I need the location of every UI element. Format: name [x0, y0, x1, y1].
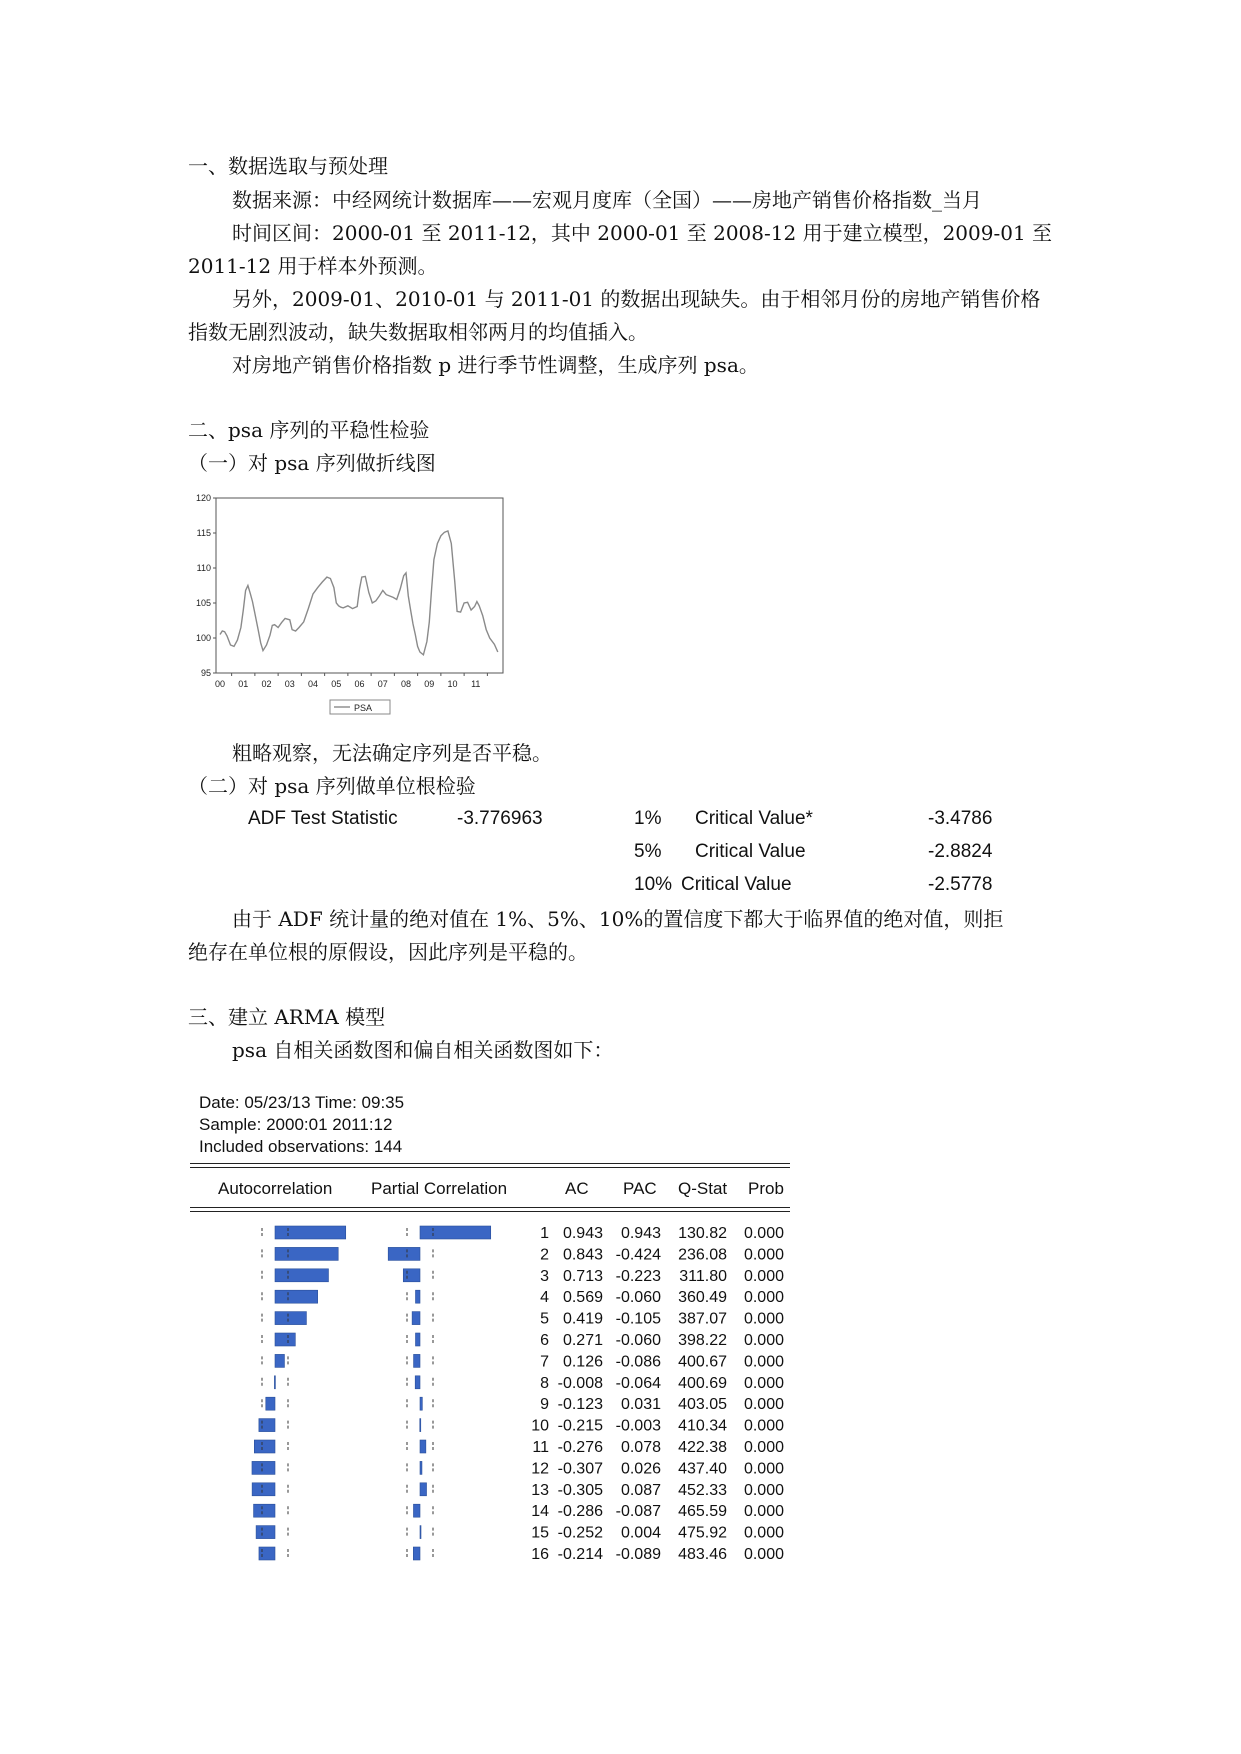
correlogram-row	[262, 1268, 784, 1285]
x-tick-label: 04	[307, 679, 319, 689]
lag-label: 3	[540, 1267, 549, 1285]
lag-label: 11	[532, 1439, 549, 1456]
x-tick-label: 11	[471, 679, 481, 689]
section3-heading: 三、建立 ARMA 模型	[188, 1005, 386, 1029]
pac-value: 0.004	[620, 1524, 661, 1542]
q-stat-value: 422.38	[678, 1439, 727, 1456]
pac-value: -0.089	[615, 1546, 661, 1563]
correlogram-sample: Sample: 2000:01 2011:12	[199, 1115, 393, 1134]
ac-bar	[274, 1376, 275, 1389]
pac-bar	[403, 1269, 420, 1282]
y-tick-label: 95	[200, 668, 211, 678]
ac-bar	[275, 1333, 295, 1346]
prob-value: 0.000	[743, 1353, 784, 1371]
pac-bar	[413, 1547, 420, 1560]
pac-bar	[420, 1419, 421, 1432]
ac-value: -0.305	[557, 1481, 603, 1499]
pac-value: 0.078	[620, 1439, 661, 1456]
ac-value: 0.419	[562, 1310, 603, 1328]
correlogram-row	[254, 1439, 784, 1456]
correlogram-row	[262, 1375, 784, 1392]
x-tick-label: 02	[261, 679, 272, 689]
lag-label: 5	[540, 1310, 549, 1328]
q-stat-value: 465.59	[678, 1503, 727, 1521]
pac-bar	[414, 1354, 420, 1367]
ac-bar	[266, 1397, 275, 1410]
prob-value: 0.000	[743, 1374, 784, 1392]
legend-label: PSA	[354, 703, 373, 713]
lag-label: 6	[540, 1332, 549, 1349]
pac-value: 0.031	[620, 1396, 661, 1414]
correlogram-row	[252, 1482, 784, 1499]
y-tick-label: 115	[196, 528, 211, 538]
col-partial-correlation: Partial Correlation	[371, 1179, 508, 1198]
col-ac: AC	[565, 1179, 589, 1198]
pac-bar	[420, 1397, 422, 1410]
critical-name: Critical Value	[681, 874, 792, 895]
q-stat-value: 475.92	[678, 1524, 727, 1542]
ac-bar	[256, 1526, 275, 1539]
pac-bar	[412, 1312, 420, 1325]
ac-value: -0.276	[557, 1439, 603, 1456]
divider	[190, 1211, 790, 1212]
pac-bar	[420, 1226, 491, 1239]
missing-data-text-cont: 指数无剧烈波动，缺失数据取相邻两月的均值插入。	[188, 320, 648, 344]
ac-value: 0.271	[562, 1332, 603, 1349]
col-pac: PAC	[623, 1179, 657, 1198]
conclusion-text: 由于 ADF 统计量的绝对值在 1%、5%、10%的置信度下都大于临界值的绝对值，则拒	[232, 907, 1004, 931]
lag-label: 9	[540, 1396, 549, 1414]
ac-value: -0.286	[557, 1503, 603, 1521]
section1-heading: 一、数据选取与预处理	[188, 154, 388, 178]
correlogram-row	[262, 1396, 784, 1413]
y-tick-label: 105	[195, 598, 211, 608]
pac-value: 0.087	[620, 1481, 661, 1499]
pac-value: 0.943	[620, 1225, 661, 1242]
ac-value: 0.843	[562, 1246, 603, 1264]
ac-bar	[275, 1354, 284, 1367]
section2-heading: 二、psa 序列的平稳性检验	[188, 418, 430, 442]
lag-label: 12	[531, 1460, 549, 1478]
q-stat-value: 398.22	[678, 1332, 727, 1349]
ac-value: -0.252	[557, 1524, 603, 1542]
correlogram-row	[252, 1460, 784, 1477]
correlogram-row	[262, 1332, 784, 1349]
x-tick-label: 03	[284, 679, 295, 689]
divider	[190, 1207, 790, 1208]
pac-bar	[420, 1483, 427, 1496]
ac-value: 0.943	[562, 1225, 603, 1242]
correlogram-row	[256, 1525, 784, 1542]
pac-bar	[420, 1526, 421, 1539]
ac-bar	[252, 1461, 275, 1474]
time-period-text-cont: 2011-12 用于样本外预测。	[188, 254, 438, 278]
ac-value: 0.569	[562, 1289, 603, 1307]
x-tick-label: 07	[377, 679, 388, 689]
critical-level: 1%	[634, 808, 662, 829]
prob-value: 0.000	[743, 1439, 784, 1456]
ac-value: 0.713	[562, 1267, 603, 1285]
psa-line-chart	[186, 493, 516, 725]
lag-label: 15	[531, 1524, 549, 1542]
ac-bar	[254, 1504, 275, 1517]
prob-value: 0.000	[743, 1246, 784, 1264]
pac-value: -0.064	[615, 1374, 661, 1392]
ac-bar	[275, 1247, 338, 1260]
y-tick-label: 110	[196, 563, 211, 573]
q-stat-value: 403.05	[678, 1396, 727, 1414]
subsection-unit-root: （二）对 psa 序列做单位根检验	[188, 774, 476, 798]
pac-bar	[420, 1461, 422, 1474]
divider	[190, 1163, 790, 1164]
seasonal-adjust-text: 对房地产销售价格指数 p 进行季节性调整，生成序列 psa。	[232, 353, 759, 377]
lag-label: 10	[531, 1417, 549, 1435]
pac-bar	[416, 1290, 421, 1303]
prob-value: 0.000	[743, 1396, 784, 1414]
critical-value: -3.4786	[928, 808, 993, 829]
correlogram-row	[262, 1353, 784, 1370]
x-tick-label: 09	[424, 679, 435, 689]
q-stat-value: 400.69	[678, 1374, 727, 1392]
pac-bar	[416, 1333, 421, 1346]
prob-value: 0.000	[743, 1524, 784, 1542]
time-period-text: 时间区间：2000-01 至 2011-12，其中 2000-01 至 2008-12 用于建立模型，2009-01 至	[232, 221, 1053, 245]
x-tick-label: 05	[331, 679, 342, 689]
correlogram-date: Date: 05/23/13 Time: 09:35	[199, 1093, 405, 1112]
prob-value: 0.000	[743, 1310, 784, 1328]
ac-bar	[254, 1440, 275, 1453]
ac-value: -0.214	[557, 1546, 603, 1563]
pac-value: -0.060	[615, 1332, 661, 1349]
prob-value: 0.000	[743, 1225, 784, 1242]
col-prob: Prob	[748, 1179, 784, 1198]
ac-bar	[259, 1547, 275, 1560]
ac-bar	[259, 1419, 275, 1432]
lag-label: 14	[531, 1503, 549, 1521]
pac-bar	[413, 1504, 420, 1517]
ac-value: -0.215	[557, 1417, 603, 1435]
ac-bar	[275, 1312, 306, 1325]
ac-bar	[275, 1226, 346, 1239]
lag-label: 13	[531, 1481, 549, 1499]
prob-value: 0.000	[743, 1289, 784, 1307]
x-tick-label: 10	[447, 679, 458, 689]
ac-value: -0.008	[557, 1374, 603, 1392]
pac-value: -0.223	[615, 1267, 661, 1285]
q-stat-value: 387.07	[678, 1310, 727, 1328]
correlogram-row	[259, 1418, 784, 1435]
prob-value: 0.000	[743, 1546, 784, 1563]
data-source-text: 数据来源：中经网统计数据库——宏观月度库（全国）——房地产销售价格指数_当月	[232, 188, 982, 212]
ac-bar	[275, 1269, 328, 1282]
lag-label: 1	[540, 1225, 549, 1242]
col-autocorrelation: Autocorrelation	[218, 1179, 333, 1198]
lag-label: 4	[540, 1289, 549, 1307]
correlogram-observations: Included observations: 144	[199, 1137, 403, 1156]
x-tick-label: 01	[238, 679, 249, 689]
x-tick-label: 08	[400, 679, 412, 689]
ac-value: -0.123	[557, 1396, 603, 1414]
correlogram-row	[262, 1311, 784, 1328]
divider	[190, 1167, 790, 1168]
correlogram	[190, 1218, 790, 1628]
x-tick-label: 00	[214, 679, 226, 689]
critical-value: -2.5778	[928, 874, 993, 895]
q-stat-value: 400.67	[678, 1353, 727, 1371]
critical-level: 5%	[634, 841, 662, 862]
x-tick-label: 06	[354, 679, 365, 689]
prob-value: 0.000	[743, 1460, 784, 1478]
ac-value: -0.307	[557, 1460, 603, 1478]
pac-value: -0.424	[615, 1246, 661, 1264]
pac-value: -0.087	[615, 1503, 661, 1521]
pac-value: 0.026	[620, 1460, 661, 1478]
q-stat-value: 360.49	[678, 1289, 727, 1307]
critical-name: Critical Value*	[695, 808, 813, 829]
missing-data-text: 另外，2009-01、2010-01 与 2011-01 的数据出现缺失。由于相邻月份的房地产销售价格	[232, 287, 1041, 311]
prob-value: 0.000	[743, 1332, 784, 1349]
prob-value: 0.000	[743, 1503, 784, 1521]
chart-legend	[330, 700, 390, 714]
observation-text: 粗略观察，无法确定序列是否平稳。	[232, 741, 552, 765]
y-tick-label: 100	[195, 633, 211, 643]
q-stat-value: 437.40	[678, 1460, 727, 1478]
psa-series-line	[220, 531, 498, 655]
q-stat-value: 452.33	[678, 1481, 727, 1499]
adf-label: ADF Test Statistic	[248, 808, 398, 829]
pac-value: -0.003	[615, 1417, 661, 1435]
adf-value: -3.776963	[457, 808, 543, 829]
lag-label: 8	[540, 1374, 549, 1392]
pac-bar	[420, 1440, 426, 1453]
prob-value: 0.000	[743, 1417, 784, 1435]
col-q-stat: Q-Stat	[678, 1179, 728, 1198]
correlogram-row	[259, 1546, 784, 1563]
lag-label: 2	[540, 1246, 549, 1264]
ac-bar	[275, 1290, 318, 1303]
acf-intro-text: psa 自相关函数图和偏自相关函数图如下：	[232, 1038, 614, 1062]
q-stat-value: 410.34	[678, 1417, 727, 1435]
correlogram-row	[262, 1225, 784, 1242]
correlogram-row	[262, 1289, 784, 1306]
correlogram-row	[254, 1503, 785, 1520]
q-stat-value: 483.46	[678, 1546, 727, 1563]
q-stat-value: 236.08	[678, 1246, 727, 1264]
prob-value: 0.000	[743, 1267, 784, 1285]
ac-value: 0.126	[562, 1353, 603, 1371]
lag-label: 16	[531, 1546, 549, 1563]
critical-level: 10%	[634, 874, 673, 895]
pac-bar	[415, 1376, 420, 1389]
ac-bar	[252, 1483, 275, 1496]
correlogram-row	[262, 1246, 784, 1263]
pac-value: -0.060	[615, 1289, 661, 1307]
pac-value: -0.105	[615, 1310, 661, 1328]
y-tick-label: 120	[195, 493, 211, 503]
q-stat-value: 130.82	[678, 1225, 727, 1242]
prob-value: 0.000	[743, 1481, 784, 1499]
lag-label: 7	[540, 1353, 549, 1371]
critical-value: -2.8824	[928, 841, 993, 862]
pac-bar	[388, 1247, 420, 1260]
q-stat-value: 311.80	[679, 1267, 727, 1285]
subsection-line-chart: （一）对 psa 序列做折线图	[188, 451, 436, 475]
pac-value: -0.086	[615, 1353, 661, 1371]
conclusion-text-cont: 绝存在单位根的原假设，因此序列是平稳的。	[188, 940, 588, 964]
critical-name: Critical Value	[695, 841, 806, 862]
